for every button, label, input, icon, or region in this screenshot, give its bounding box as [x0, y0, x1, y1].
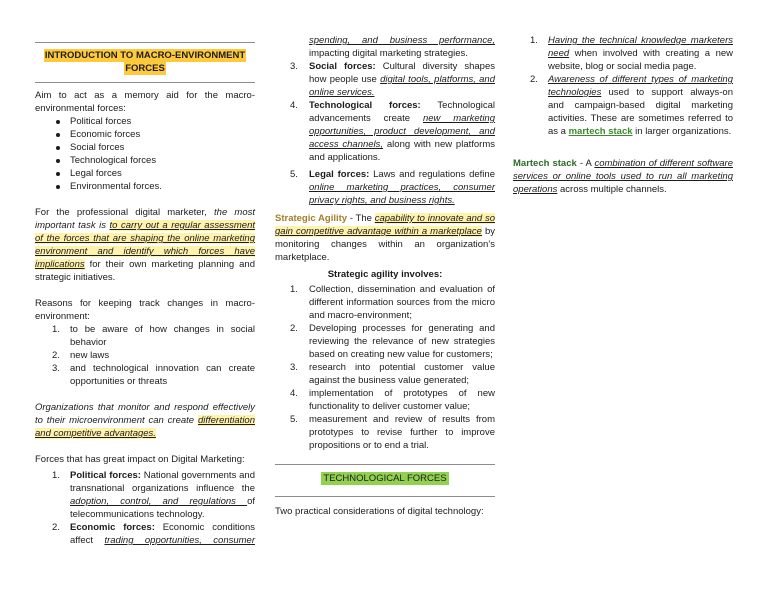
emphasis-text: adoption, control, and regulations	[70, 496, 248, 507]
force-label: Technological forces:	[309, 100, 421, 111]
bullet-item	[35, 141, 255, 154]
list-number: 3.	[52, 363, 60, 374]
emphasis-text: trading opportunities, consumer	[104, 535, 256, 546]
force-label: Political forces:	[70, 470, 141, 481]
impact-forces-list-continued	[275, 60, 495, 207]
body-text: - The	[347, 213, 375, 224]
strategic-agility-heading: Strategic agility involves:	[327, 269, 443, 280]
emphasis-text: combination of different software services or online tools used to run all marketing operations	[513, 158, 733, 195]
highlighted-emphasis: to carry out a regular assessment of the forces that are shaping the online marketing environment and identify which forces have implications	[35, 220, 255, 270]
body-text: impacting digital marketing strategies.	[309, 48, 468, 59]
emphasis-text: new marketing opportunities, product development, and access channels,	[309, 113, 495, 150]
macro-environment-title	[35, 43, 255, 82]
bullet-item	[35, 115, 255, 128]
bullet-text: Political forces	[70, 116, 132, 127]
impact-force-political	[35, 469, 255, 521]
bullet-icon	[56, 146, 60, 150]
bullet-icon	[56, 185, 60, 189]
reason-item	[35, 349, 255, 362]
reason-text: new laws	[70, 350, 110, 361]
list-number: 1.	[530, 35, 538, 46]
title-line-1-row	[35, 49, 255, 62]
body-text: Technological advancements create	[309, 100, 495, 124]
step-text: measurement and review of results from prototypes to revise further to improve propositions or to end a trial.	[309, 414, 495, 451]
technological-forces-title	[275, 465, 495, 496]
key-task-paragraph	[35, 206, 255, 284]
bullet-item	[35, 128, 255, 141]
body-text: of telecommunications technology.	[70, 496, 255, 520]
body-text: For the professional digital marketer,	[35, 207, 215, 218]
bullet-item	[35, 154, 255, 167]
step-text: Collection, dissemination and evaluation of different information sources from the micro and macro-environment;	[309, 284, 495, 321]
force-label: Legal forces:	[309, 169, 370, 180]
technology-intro: Two practical considerations of digital technology:	[275, 506, 484, 517]
step-item	[275, 322, 495, 361]
body-text: Laws and regulations define	[369, 169, 495, 180]
bullet-icon	[56, 133, 60, 137]
consideration-item	[513, 73, 733, 138]
reasons-heading: Reasons for keeping track changes in macro-environment:	[35, 298, 255, 322]
body-text: when involved with creating a new website, blog or social media page.	[548, 48, 733, 72]
body-text: by monitoring changes within an organization’s marketplace.	[275, 226, 495, 263]
column-left	[35, 42, 255, 547]
impact-force-social	[275, 60, 495, 99]
list-number: 1.	[52, 470, 60, 481]
impact-heading: Forces that has great impact on Digital Marketing:	[35, 454, 245, 465]
body-text: along with new platforms and applications.	[309, 139, 495, 163]
emphasis-text: Awareness of different types of marketing technologies	[548, 74, 733, 98]
martech-term: Martech stack	[513, 158, 577, 169]
bullet-text: Environmental forces.	[70, 181, 162, 192]
impact-forces-list	[35, 469, 255, 547]
aim-paragraph: Aim to act as a memory aid for the macro-environmental forces:	[35, 90, 255, 114]
force-label: Economic forces:	[70, 522, 155, 533]
bullet-text: Legal forces	[70, 168, 122, 179]
title-line-2-row	[35, 62, 255, 75]
body-text: Economic conditions affect	[70, 522, 255, 546]
list-number: 1.	[52, 324, 60, 335]
bullet-icon	[56, 172, 60, 176]
body-text: National governments and transnational organizations influence the	[70, 470, 255, 494]
step-text: implementation of prototypes of new functionality to deliver customer value;	[309, 388, 495, 412]
body-text: used to support always-on and campaign-based digital marketing activities. These are sometimes referred to as a	[548, 87, 733, 137]
macro-forces-bullet-list	[35, 115, 255, 193]
step-text: Developing processes for generating and reviewing the relevance of new strategies based on creating new value for customers;	[309, 323, 495, 360]
force-label: Social forces:	[309, 61, 376, 72]
title-line-2: FORCES	[125, 63, 165, 74]
strategic-agility-term: Strategic Agility	[275, 213, 348, 224]
organizations-paragraph	[35, 401, 255, 440]
list-number: 2.	[52, 350, 60, 361]
highlighted-emphasis: capability to innovate and so gain competitive advantage within a marketplace	[275, 213, 495, 237]
emphasis-text: digital tools, platforms, and online services.	[309, 74, 495, 98]
body-text: Cultural diversity shapes how people use	[309, 61, 495, 85]
title-line-1: INTRODUCTION TO MACRO-ENVIRONMENT	[44, 50, 246, 61]
list-number: 2.	[52, 522, 60, 533]
reason-text: and technological innovation can create opportunities or threats	[70, 363, 255, 387]
consideration-item	[513, 34, 733, 73]
list-number: 3.	[290, 362, 298, 373]
body-text: for their own marketing planning and strategic initiatives.	[35, 259, 255, 283]
emphasis-text: Having the technical knowledge marketers need	[548, 35, 733, 59]
emphasis-text: spending, and business performance,	[309, 35, 495, 46]
step-text: research into potential customer value against the business value generated;	[309, 362, 495, 386]
section-heading: TECHNOLOGICAL FORCES	[323, 473, 447, 484]
economic-forces-continuation	[275, 34, 495, 60]
list-number: 3.	[290, 61, 298, 72]
step-item	[275, 361, 495, 387]
emphasis-text: online marketing practices, consumer privacy rights, and business rights.	[309, 182, 495, 206]
list-number: 1.	[290, 284, 298, 295]
reason-item	[35, 362, 255, 388]
list-number: 2.	[290, 323, 298, 334]
highlighted-emphasis: differentiation and competitive advantages.	[35, 415, 255, 439]
impact-force-legal	[275, 168, 495, 207]
italic-text: Organizations that monitor and respond effectively to their microenvironment can create	[35, 402, 255, 426]
bullet-icon	[56, 120, 60, 124]
strategic-agility-definition	[275, 212, 495, 264]
martech-stack-term: martech stack	[568, 126, 633, 137]
list-number: 5.	[290, 169, 298, 180]
italic-text: the most important task is	[35, 207, 256, 231]
title-rule-bottom	[35, 82, 255, 83]
reason-item	[35, 323, 255, 349]
step-item	[275, 413, 495, 452]
bullet-text: Technological forces	[70, 155, 157, 166]
bullet-item	[35, 167, 255, 180]
bullet-item	[35, 180, 255, 193]
body-text: across multiple channels.	[557, 184, 667, 195]
bullet-icon	[56, 159, 60, 163]
list-number: 2.	[530, 74, 538, 85]
section-rule-bottom	[275, 496, 495, 497]
bullet-text: Social forces	[70, 142, 125, 153]
step-item	[275, 387, 495, 413]
column-middle	[275, 34, 495, 518]
impact-force-technological	[275, 99, 495, 164]
body-text: - A	[576, 158, 595, 169]
bullet-text: Economic forces	[70, 129, 141, 140]
reasons-list	[35, 323, 255, 388]
column-right	[513, 34, 733, 196]
martech-definition	[513, 157, 733, 196]
body-text: in larger organizations.	[632, 126, 732, 137]
strategic-agility-steps	[275, 283, 495, 452]
list-number: 5.	[290, 414, 298, 425]
list-number: 4.	[290, 100, 298, 111]
step-item	[275, 283, 495, 322]
technology-considerations-list	[513, 34, 733, 138]
reason-text: to be aware of how changes in social behavior	[70, 324, 255, 348]
list-number: 4.	[290, 388, 298, 399]
impact-force-economic	[35, 521, 255, 547]
